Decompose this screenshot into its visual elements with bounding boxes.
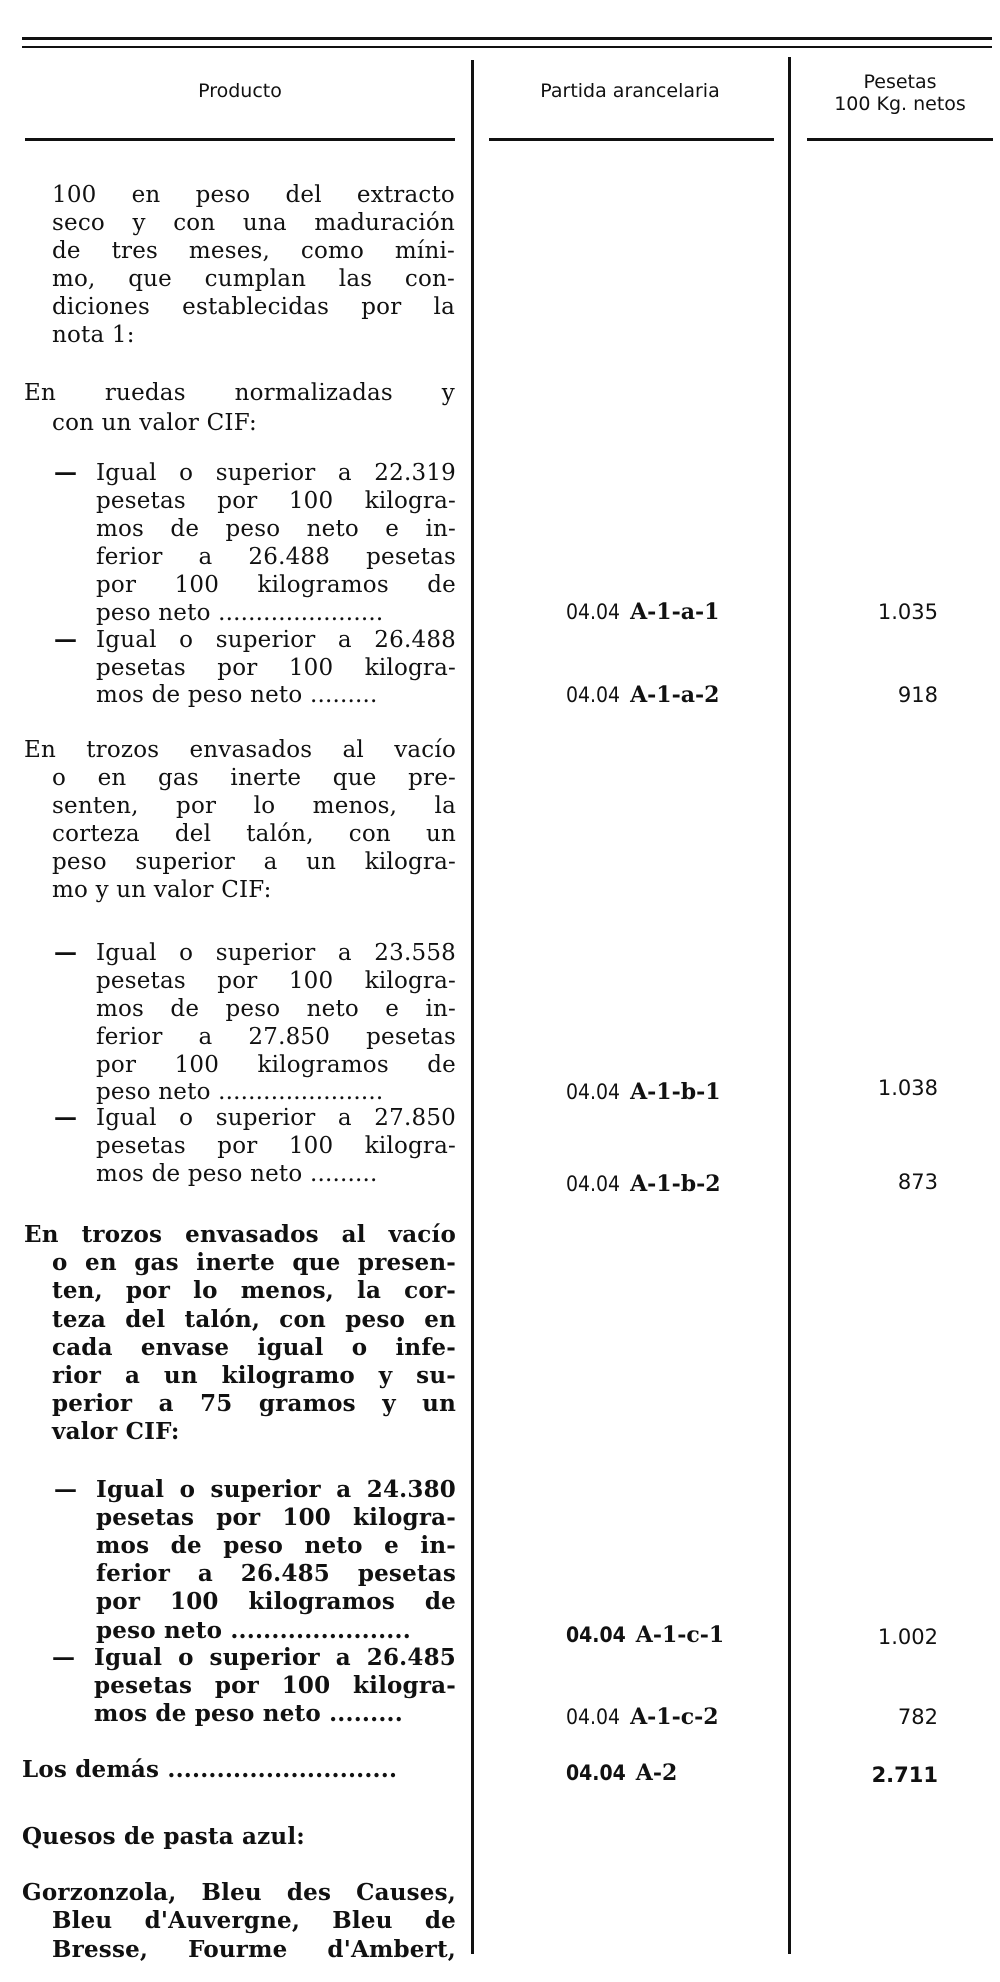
text-line: pesetas por 100 kilogra-: [96, 1133, 456, 1159]
text-line: de tres meses, como míni-: [52, 238, 455, 264]
pesetas-value: 1.035: [877, 600, 938, 624]
text-line: Bresse, Fourme d'Ambert,: [52, 1936, 456, 1963]
text-line: mos de peso neto .........: [96, 682, 378, 708]
tariff-code-suffix: A-1-c-1: [635, 1622, 725, 1648]
tariff-code-prefix: 04.04: [566, 683, 621, 707]
pesetas-value: 782: [897, 1705, 938, 1729]
text-line: diciones establecidas por la: [52, 294, 455, 320]
header-underline-tariff: [489, 138, 774, 141]
text-line: mo, que cumplan las con-: [52, 266, 455, 292]
text-line: peso neto ......................: [96, 600, 384, 626]
tariff-code-suffix: A-1-b-1: [630, 1079, 721, 1105]
text-line: Igual o superior a 26.488: [96, 627, 456, 653]
text-line: peso neto ......................: [96, 1617, 411, 1644]
header-product: Producto: [198, 80, 282, 102]
top-rule-2: [22, 46, 992, 48]
tariff-code-suffix: A-1-a-1: [630, 599, 720, 625]
tariff-code: [566, 1703, 719, 1732]
text-line: Bleu d'Auvergne, Bleu de: [52, 1907, 456, 1934]
text-line: teza del talón, con peso en: [52, 1306, 456, 1333]
dash-bullet: —: [54, 626, 77, 653]
text-line: perior a 75 gramos y un: [52, 1390, 456, 1417]
text-line: Gorzonzola, Bleu des Causes,: [22, 1879, 456, 1906]
tariff-code: [566, 1759, 677, 1787]
header-pesetas-line2: 100 Kg. netos: [834, 93, 966, 115]
pesetas-value: 1.002: [877, 1625, 938, 1649]
tariff-code-prefix: 04.04: [566, 1761, 626, 1785]
text-line: En ruedas normalizadas y: [24, 380, 455, 406]
text-line: pesetas por 100 kilogra-: [96, 968, 456, 994]
header-pesetas: [805, 71, 995, 115]
text-line: Igual o superior a 24.380: [96, 1476, 456, 1503]
dash-bullet: —: [52, 1644, 75, 1671]
column-divider-1: [471, 60, 474, 1954]
text-line: Igual o superior a 27.850: [96, 1105, 456, 1131]
text-line: por 100 kilogramos de: [96, 572, 456, 598]
text-line: corteza del talón, con un: [52, 821, 456, 847]
pesetas-value: 918: [897, 683, 938, 707]
text-line: Igual o superior a 26.485: [94, 1644, 456, 1671]
section-heading-quesos-azul: Quesos de pasta azul:: [22, 1823, 305, 1850]
header-tariff: Partida arancelaria: [540, 80, 720, 102]
tariff-code: [566, 1621, 724, 1649]
text-line: mos de peso neto .........: [96, 1161, 378, 1187]
pesetas-value: 1.038: [877, 1076, 938, 1100]
text-line: En trozos envasados al vacío: [24, 1221, 456, 1248]
tariff-code-suffix: A-2: [635, 1760, 678, 1786]
text-line: ferior a 26.485 pesetas: [96, 1560, 456, 1587]
text-line: peso neto ......................: [96, 1079, 384, 1105]
tariff-code-prefix: 04.04: [566, 1623, 626, 1647]
text-line: nota 1:: [52, 322, 135, 348]
text-line: Igual o superior a 23.558: [96, 940, 456, 966]
header-pesetas-line1: Pesetas: [863, 71, 937, 93]
text-line: En trozos envasados al vacío: [24, 737, 456, 763]
text-line: pesetas por 100 kilogra-: [96, 655, 456, 681]
text-line: ferior a 26.488 pesetas: [96, 544, 456, 570]
tariff-code-prefix: 04.04: [566, 600, 621, 624]
text-line: ferior a 27.850 pesetas: [96, 1024, 456, 1050]
text-line: por 100 kilogramos de: [96, 1052, 456, 1078]
text-line: pesetas por 100 kilogra-: [96, 488, 456, 514]
tariff-code-prefix: 04.04: [566, 1172, 621, 1196]
text-line: 100 en peso del extracto: [52, 182, 455, 208]
header-underline-product: [25, 138, 455, 141]
header-underline-pesetas: [807, 138, 993, 141]
top-rule-1: [22, 37, 992, 40]
text-line: pesetas por 100 kilogra-: [94, 1672, 456, 1699]
pesetas-value: 2.711: [871, 1763, 938, 1787]
tariff-code: [566, 1170, 721, 1199]
dash-bullet: —: [54, 1476, 77, 1503]
text-line: por 100 kilogramos de: [96, 1588, 456, 1615]
text-line: o en gas inerte que presen-: [52, 1249, 456, 1276]
text-line: ten, por lo menos, la cor-: [52, 1277, 456, 1304]
text-line: con un valor CIF:: [52, 410, 257, 436]
text-line: mos de peso neto e in-: [96, 996, 456, 1022]
text-line: cada envase igual o infe-: [52, 1334, 456, 1361]
text-line: valor CIF:: [52, 1418, 180, 1445]
text-line: pesetas por 100 kilogra-: [96, 1504, 456, 1531]
text-line: mos de peso neto .........: [94, 1700, 403, 1727]
pesetas-value: 873: [897, 1170, 938, 1194]
text-line: Igual o superior a 22.319: [96, 460, 456, 486]
tariff-code-suffix: A-1-c-2: [630, 1704, 719, 1730]
tariff-code-suffix: A-1-a-2: [630, 682, 720, 708]
dash-bullet: —: [54, 1104, 77, 1131]
text-line: mos de peso neto e in-: [96, 516, 456, 542]
tariff-code: [566, 681, 719, 710]
dash-bullet: —: [54, 459, 77, 486]
tariff-code: [566, 1078, 721, 1107]
text-line: mo y un valor CIF:: [52, 877, 272, 903]
column-divider-2: [788, 57, 791, 1954]
tariff-code: [566, 598, 719, 627]
tariff-code-suffix: A-1-b-2: [630, 1171, 721, 1197]
text-line: o en gas inerte que pre-: [52, 765, 456, 791]
text-line: mos de peso neto e in-: [96, 1532, 456, 1559]
text-line: peso superior a un kilogra-: [52, 849, 456, 875]
tariff-code-prefix: 04.04: [566, 1080, 621, 1104]
text-line: seco y con una maduración: [52, 210, 455, 236]
text-line: Los demás ............................: [22, 1756, 398, 1783]
text-line: senten, por lo menos, la: [52, 793, 456, 819]
dash-bullet: —: [54, 939, 77, 966]
text-line: rior a un kilogramo y su-: [52, 1362, 456, 1389]
tariff-code-prefix: 04.04: [566, 1705, 621, 1729]
